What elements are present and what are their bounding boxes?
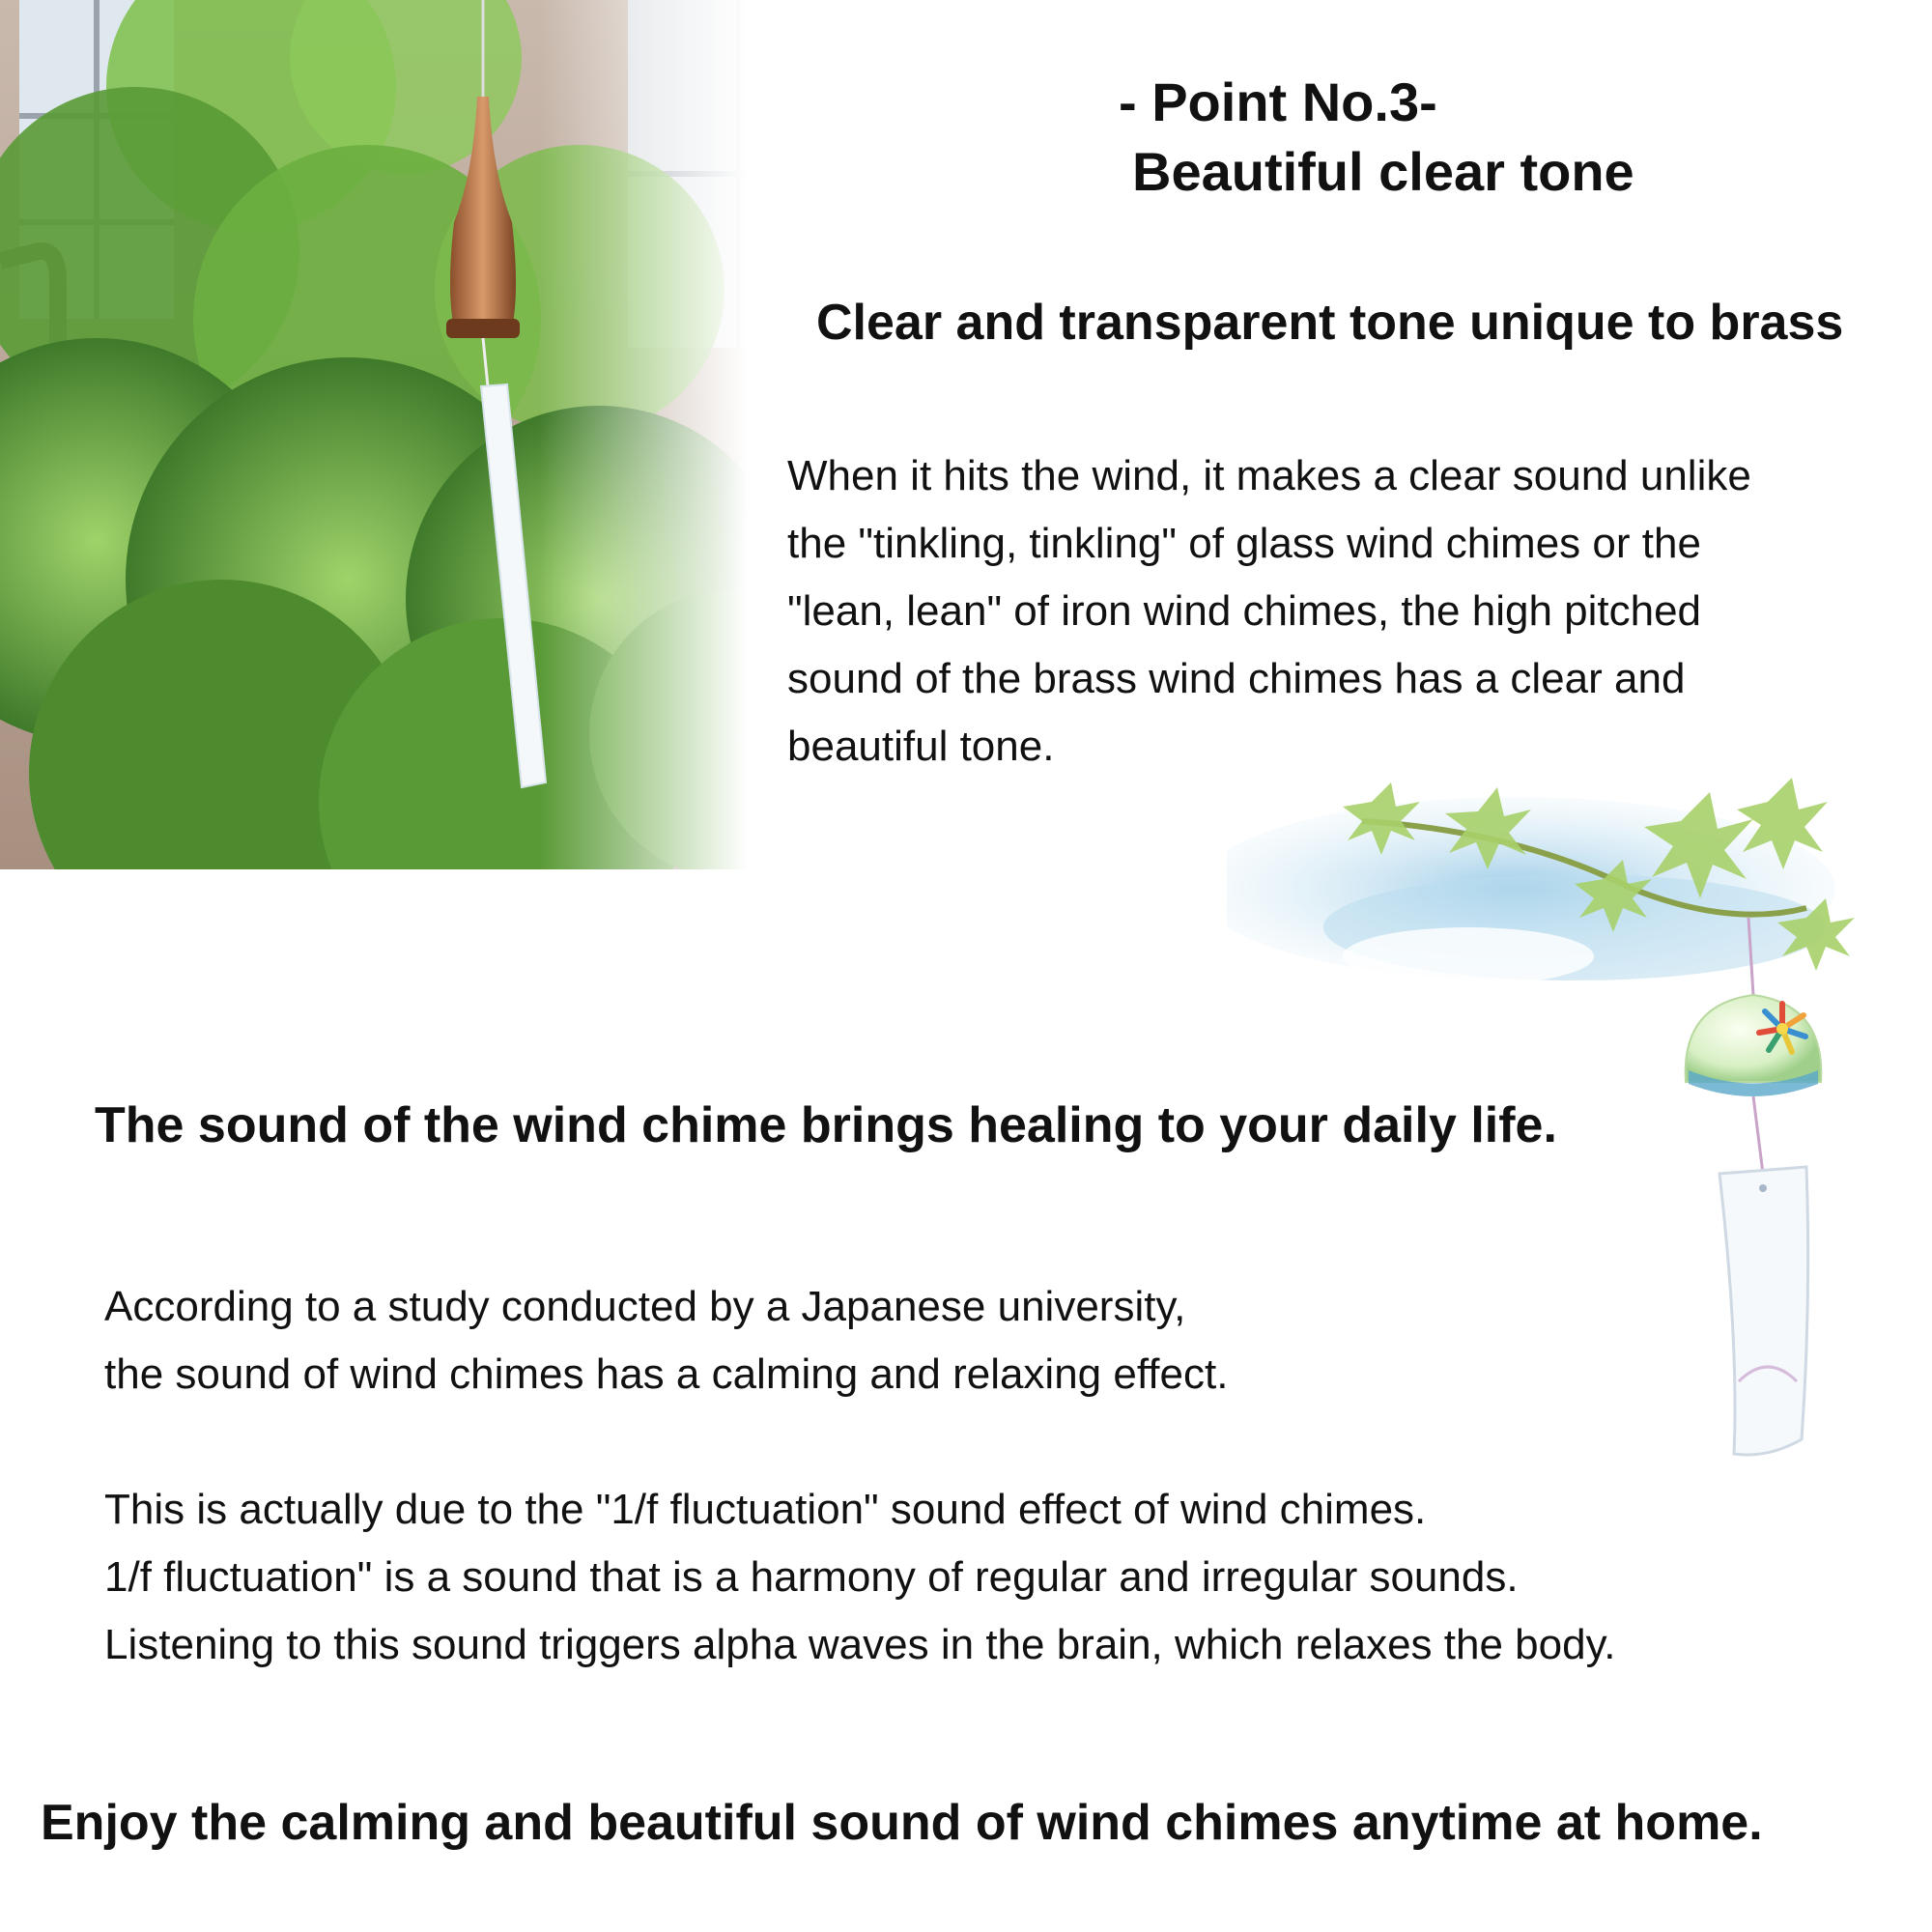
section2-line: the sound of wind chimes has a calming and relaxing effect. [104,1350,1229,1398]
section1-line: "lean, lean" of iron wind chimes, the high pitched [787,587,1702,635]
section2-paragraph2 [104,1476,1920,1679]
closing-statement: Enjoy the calming and beautiful sound of wind chimes anytime at home. [41,1795,1763,1851]
brass-wind-chime-photo [0,0,869,869]
point-number-label: - Point No.3- [1119,71,1437,132]
photo-icon [0,0,869,869]
section2-line: According to a study conducted by a Japanese university, [104,1283,1186,1330]
section2-heading: The sound of the wind chime brings healing to your daily life. [95,1097,1557,1153]
section1-line: beautiful tone. [787,723,1055,770]
section1-line: sound of the brass wind chimes has a clear and [787,655,1686,702]
section2-line: Listening to this sound triggers alpha waves in the brain, which relaxes the body. [104,1621,1616,1668]
section1-line: When it hits the wind, it makes a clear sound unlike [787,452,1751,499]
section2-paragraph1 [104,1273,1920,1408]
point-title: Beautiful clear tone [1132,141,1634,202]
section2-line: This is actually due to the "1/f fluctuation" sound effect of wind chimes. [104,1486,1427,1533]
section1-heading: Clear and transparent tone unique to brass [816,295,1844,351]
section2-line: 1/f fluctuation" is a sound that is a harmony of regular and irregular sounds. [104,1553,1519,1601]
section1-line: the "tinkling, tinkling" of glass wind chimes or the [787,520,1701,567]
section1-paragraph [787,442,1927,781]
